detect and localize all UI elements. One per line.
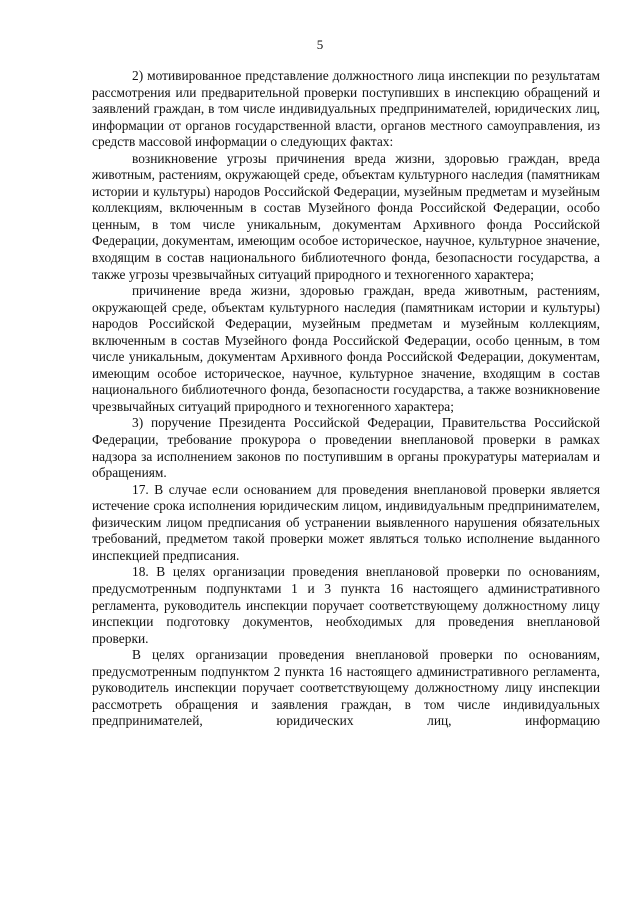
paragraph-item-2: 2) мотивированное представление должностного лица инспекции по результатам рассмотрения или предварительной проверки поступивших в инспекцию обращений и заявлений граждан, в том числе индивидуальных предпринимателей, юридических лиц, информации от органов государственной власти, органов местного самоуправления, из средств массовой информации о следующих фактах: [92, 68, 600, 150]
paragraph-threat-of-harm: возникновение угрозы причинения вреда жизни, здоровью граждан, вреда животным, растениям, окружающей среде, объектам культурного наследия (памятникам истории и культуры) народов Российской Федерации, музейным предметам и музейным коллекциям, включенным в состав Музейного фонда Российской Федерации, особо ценным, в том числе уникальным, документам Архивного фонда Российской Федерации, документам, имеющим особое историческое, научное, культурное значение, входящим в состав национального библиотечного фонда, безопасности государства, а также угрозы чрезвычайных ситуаций природного и техногенного характера; [92, 150, 600, 282]
page-number: 5 [316, 37, 324, 52]
document-body [92, 68, 600, 730]
paragraph-harm-caused: причинение вреда жизни, здоровью граждан, вреда животным, растениям, окружающей среде, объектам культурного наследия (памятникам истории и культуры) народов Российской Федерации, музейным предметам и музейным коллекциям, включенным в состав Музейного фонда Российской Федерации, особо ценным, в том числе уникальным, документам Архивного фонда Российской Федерации, документам, имеющим особое историческое, научное, культурное значение, входящим в состав национального библиотечного фонда, безопасности государства, а также возникновение чрезвычайных ситуаций природного и техногенного характера; [92, 283, 600, 414]
paragraph-clause-17: 17. В случае если основанием для проведения внеплановой проверки является истечение срока исполнения юридическим лицом, индивидуальным предпринимателем, физическим лицом предписания об устранении выявленного нарушения обязательных требований, предметом такой проверки может являться только исполнение выданного инспекцией предписания. [92, 481, 600, 563]
paragraph-clause-18-continued: В целях организации проведения внеплановой проверки по основаниям, предусмотренным подпунктом 2 пункта 16 настоящего административного регламента, руководитель инспекции поручает соответствующему должностному лицу инспекции рассмотреть обращения и заявления граждан, в том числе индивидуальных предпринимателей, юридических лиц, информацию [92, 647, 600, 729]
paragraph-item-3: 3) поручение Президента Российской Федерации, Правительства Российской Федерации, требование прокурора о проведении внеплановой проверки в рамках надзора за исполнением законов по поступившим в органы прокуратуры материалам и обращениям. [92, 415, 600, 481]
paragraph-clause-18: 18. В целях организации проведения внеплановой проверки по основаниям, предусмотренным подпунктами 1 и 3 пункта 16 настоящего административного регламента, руководитель инспекции поручает соответствующему должностному лицу инспекции подготовку документов, необходимых для проведения внеплановой проверки. [92, 564, 600, 646]
